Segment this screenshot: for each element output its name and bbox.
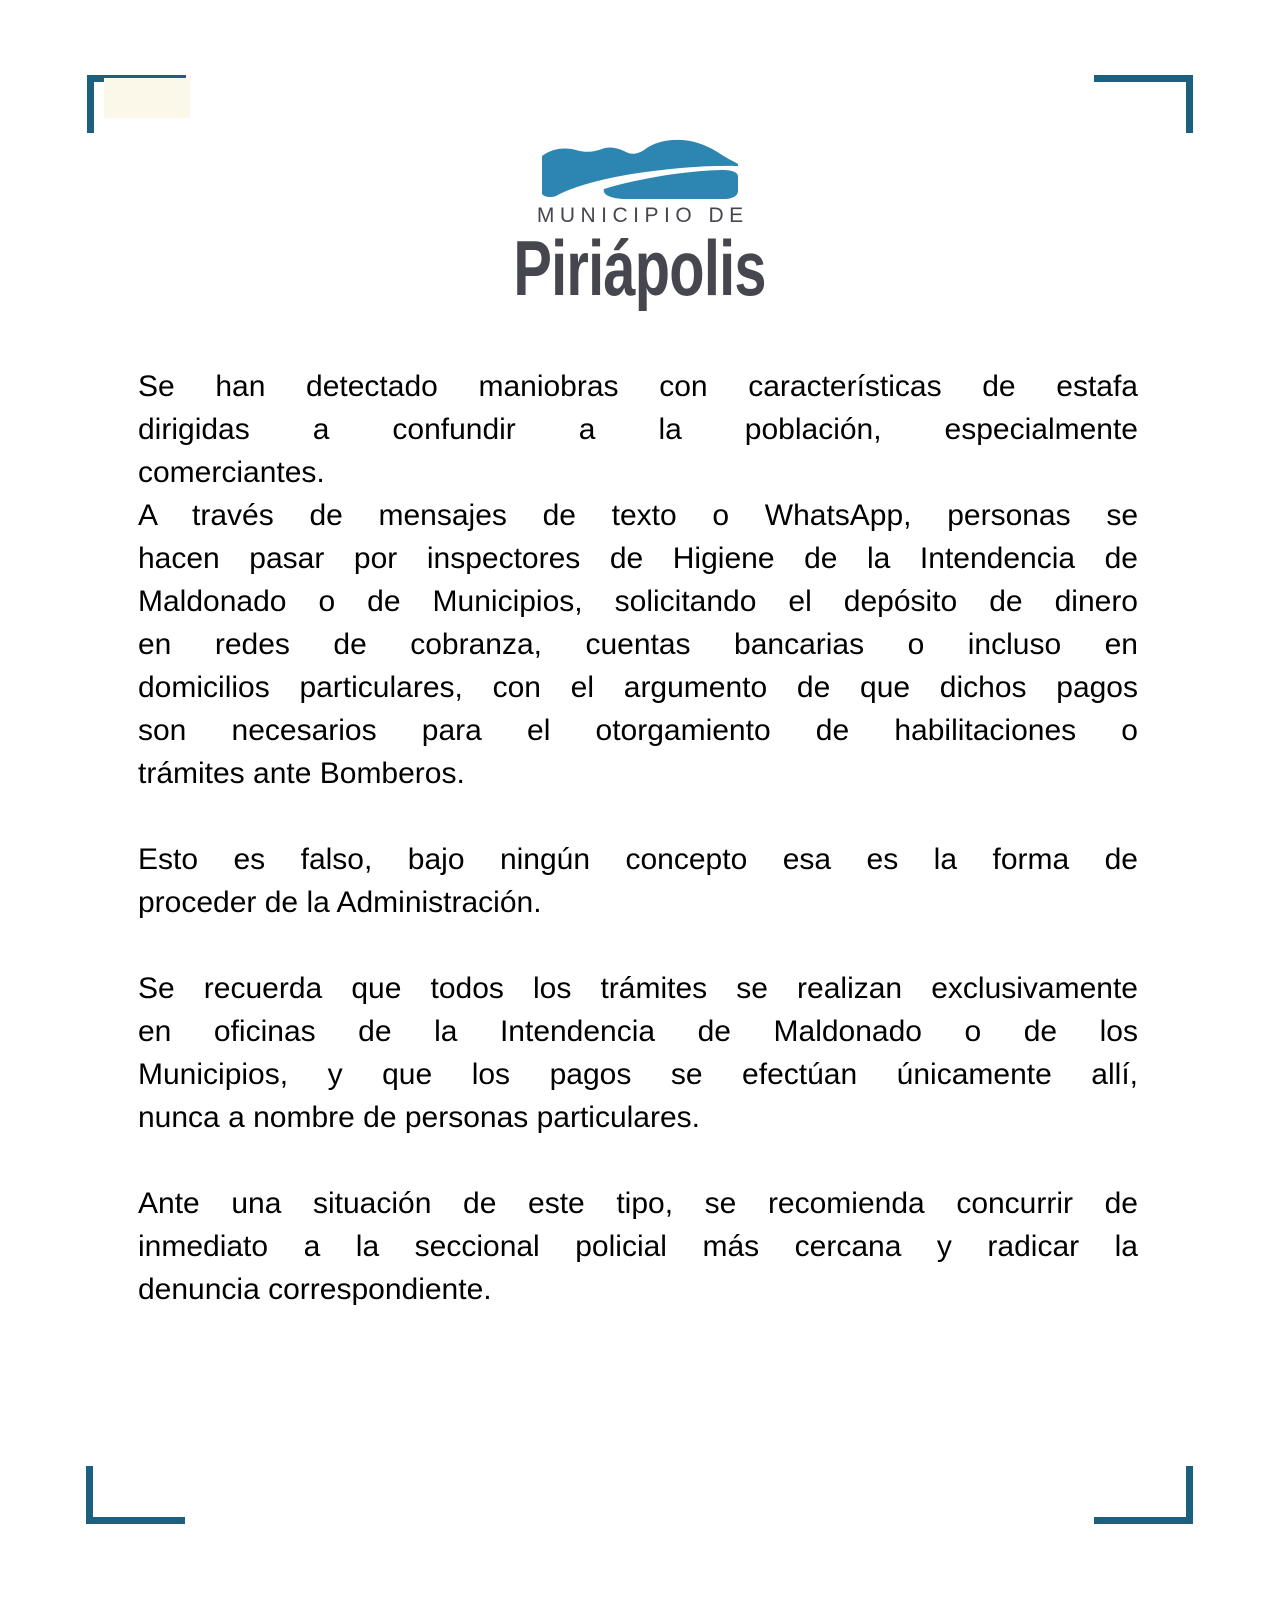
municipio-logo [0,139,1280,312]
text-line: comerciantes. [138,456,325,489]
text-line: inmediato a la seccional policial más cercana y radicar la [138,1230,1138,1263]
text-line: Esto es falso, bajo ningún concepto esa es la forma de [138,843,1138,876]
body-text [138,365,1138,1311]
ivory-highlight-rectangle [104,78,190,118]
text-line: trámites ante Bomberos. [138,757,465,790]
text-line: dirigidas a confundir a la población, especialmente [138,413,1138,446]
frame-corner-top-right-icon [1094,75,1193,133]
text-line: hacen pasar por inspectores de Higiene de la Intendencia de [138,542,1138,575]
logo-subtitle: MUNICIPIO DE [536,204,749,227]
logo-title: Piriápolis [513,224,767,312]
text-line: Municipios, y que los pagos se efectúan únicamente allí, [138,1058,1138,1091]
paragraph [138,494,1138,795]
frame-corner-bottom-right-icon [1094,1466,1193,1524]
text-line: Maldonado o de Municipios, solicitando el depósito de dinero [138,585,1138,618]
text-line: Se recuerda que todos los trámites se realizan exclusivamente [138,972,1138,1005]
text-line: A través de mensajes de texto o WhatsApp, personas se [138,499,1138,532]
text-line: Se han detectado maniobras con características de estafa [138,370,1138,403]
text-line: nunca a nombre de personas particulares. [138,1101,701,1134]
text-line: son necesarios para el otorgamiento de habilitaciones o [138,714,1138,747]
paragraph [138,838,1138,924]
paragraph [138,365,1138,494]
paragraph [138,967,1138,1139]
text-line: Ante una situación de este tipo, se recomienda concurrir de [138,1187,1138,1220]
text-line: proceder de la Administración. [138,886,542,919]
text-line: domicilios particulares, con el argumento de que dichos pagos [138,671,1138,704]
text-line: en oficinas de la Intendencia de Maldonado o de los [138,1015,1138,1048]
paragraph [138,1182,1138,1311]
hills-coast-logo-icon [542,139,738,201]
frame-corner-bottom-left-icon [86,1466,185,1524]
text-line: denuncia correspondiente. [138,1273,492,1306]
text-line: en redes de cobranza, cuentas bancarias o incluso en [138,628,1138,661]
